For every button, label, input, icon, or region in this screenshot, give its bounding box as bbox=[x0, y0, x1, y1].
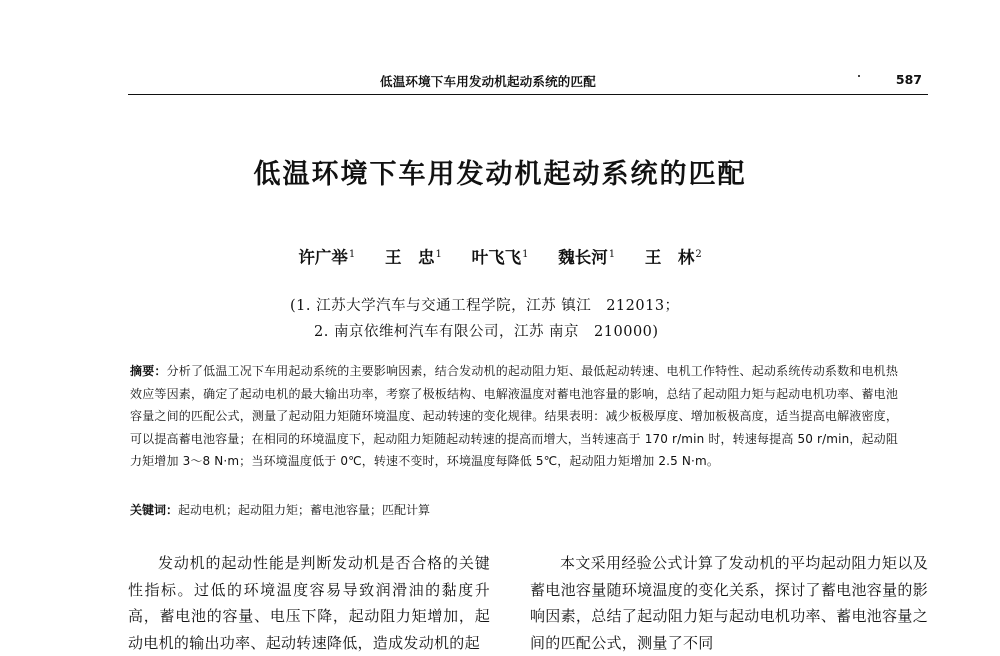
affiliation-2: 2. 南京依维柯汽车有限公司，江苏 南京 210000) bbox=[314, 324, 659, 340]
running-title: 低温环境下车用发动机起动系统的匹配 bbox=[380, 74, 596, 89]
abstract bbox=[130, 360, 898, 473]
body-column-left bbox=[128, 550, 490, 656]
body-paragraph: 本文采用经验公式计算了发动机的平均起动阻力矩以及蓄电池容量随环境温度的变化关系，探讨了蓄电池容量的影响因素，总结了起动阻力矩与起动电机功率、蓄电池容量之间的匹配公式，测量了不同 bbox=[530, 554, 928, 652]
body-column-right bbox=[530, 550, 928, 656]
abstract-label: 摘要： bbox=[130, 364, 167, 378]
keywords-text: 起动电机；起动阻力矩；蓄电池容量；匹配计算 bbox=[178, 503, 431, 517]
keywords bbox=[130, 499, 898, 521]
author-name: 叶飞飞 bbox=[471, 248, 522, 267]
keywords-label: 关键词： bbox=[130, 503, 179, 517]
page-number: 587 bbox=[895, 72, 922, 87]
author bbox=[645, 244, 702, 268]
abstract-text: 分析了低温工况下车用起动系统的主要影响因素，结合发动机的起动阻力矩、最低起动转速、电机工作特性、起动系统传动系数和电机热效应等因素，确定了起动电机的最大输出功率，考察了极板结构、电解液温度对蓄电池容量的影响，总结了起动阻力矩与起动电机功率、蓄电池容量之间的匹配公式，测量了起动阻力矩随环境温度、起动转速的变化规律。结果表明：减少板极厚度、增加板极高度，适当提高电解液密度，可以提高蓄电池容量；在相同的环境温度下，起动阻力矩随起动转速的提高而增大，当转速高于 170 r/min 时，转速每提高 50 r/min，起动阻力矩增加 3～8 N·m；当环境温度低于 0℃，转速不变时，环境温度每降低 5℃，起动阻力矩增加 2.5 N·m。 bbox=[130, 364, 898, 469]
author-list bbox=[0, 244, 1000, 268]
author-affil-mark: 1 bbox=[348, 248, 356, 260]
author bbox=[558, 244, 615, 268]
author bbox=[385, 244, 442, 268]
author-name: 王 忠 bbox=[384, 248, 435, 267]
scan-speck bbox=[858, 75, 860, 77]
author-name: 王 林 bbox=[644, 248, 695, 267]
author-name: 许广举 bbox=[298, 248, 348, 267]
affiliation-1: (1. 江苏大学汽车与交通工程学院，江苏 镇江 212013； bbox=[290, 298, 680, 314]
author bbox=[472, 244, 529, 268]
author-affil-mark: 2 bbox=[695, 248, 702, 260]
author-affil-mark: 1 bbox=[435, 248, 442, 260]
author bbox=[298, 244, 355, 268]
author-name: 魏长河 bbox=[558, 248, 608, 267]
author-affil-mark: 1 bbox=[522, 248, 529, 260]
author-affil-mark: 1 bbox=[608, 248, 616, 260]
header-rule bbox=[128, 94, 928, 95]
running-header bbox=[128, 72, 928, 94]
paper-title: 低温环境下车用发动机起动系统的匹配 bbox=[253, 159, 747, 190]
body-paragraph: 发动机的起动性能是判断发动机是否合格的关键性指标。过低的环境温度容易导致润滑油的黏度升高，蓄电池的容量、电压下降，起动阻力矩增加，起动电机的输出功率、起动转速降低，造成发动机的起 bbox=[128, 554, 490, 652]
